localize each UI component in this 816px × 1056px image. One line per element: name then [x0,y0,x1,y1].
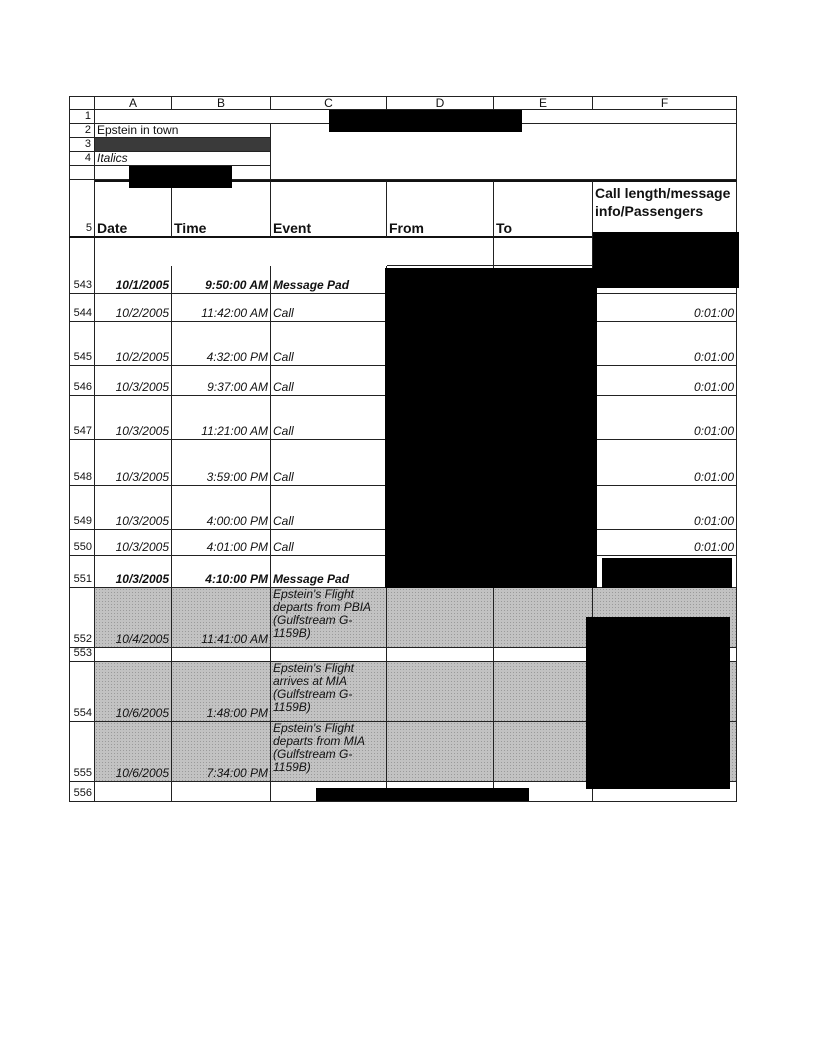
to-cell [494,662,593,722]
spacer-row-e [494,238,593,266]
header-event: Event [271,180,387,238]
time-cell: 4:10:00 PM [172,556,271,588]
row-number: 551 [69,556,95,588]
time-cell: 1:48:00 PM [172,662,271,722]
call-length-cell: 0:01:00 [593,322,737,366]
date-cell: 10/6/2005 [95,722,172,782]
column-header-c: C [271,96,387,110]
time-cell: 4:01:00 PM [172,530,271,556]
date-cell: 10/3/2005 [95,366,172,396]
call-length-cell: 0:01:00 [593,366,737,396]
event-cell: Epstein's Flight arrives at MIA (Gulfstream G-1159B) [271,662,387,722]
event-cell: Epstein's Flight departs from MIA (Gulfstream G-1159B) [271,722,387,782]
event-cell: Message Pad [271,556,387,588]
time-cell: 3:59:00 PM [172,440,271,486]
spreadsheet-printout [69,96,737,804]
event-cell: Call [271,322,387,366]
event-cell: Call [271,294,387,322]
row-number: 5 [69,180,95,238]
header-date: Date [95,180,172,238]
date-cell: 10/3/2005 [95,440,172,486]
time-cell: 11:21:00 AM [172,396,271,440]
time-cell: 11:42:00 AM [172,294,271,322]
row-number: 1 [69,110,95,124]
call-length-cell: 0:01:00 [593,530,737,556]
spacer-row [69,238,95,266]
time-cell: 4:32:00 PM [172,322,271,366]
time-cell: 9:37:00 AM [172,366,271,396]
row-number: 550 [69,530,95,556]
event-cell: Call [271,486,387,530]
date-cell [95,648,172,662]
date-cell: 10/1/2005 [95,266,172,294]
row-number: 547 [69,396,95,440]
time-cell: 11:41:00 AM [172,588,271,648]
row-number: 4 [69,152,95,166]
to-cell [494,722,593,782]
row-number: 2 [69,124,95,138]
column-header-f: F [593,96,737,110]
time-cell [172,648,271,662]
row-number: 552 [69,588,95,648]
date-cell: 10/3/2005 [95,530,172,556]
from-cell [387,648,494,662]
date-cell [95,782,172,802]
event-cell: Call [271,530,387,556]
event-cell: Call [271,396,387,440]
time-cell: 7:34:00 PM [172,722,271,782]
column-header-e: E [494,96,593,110]
date-cell: 10/2/2005 [95,294,172,322]
legend-notes-area [271,124,737,180]
redaction-block [329,110,522,132]
row-number: 555 [69,722,95,782]
redaction-block [129,166,232,188]
call-length-cell: 0:01:00 [593,396,737,440]
date-cell: 10/6/2005 [95,662,172,722]
call-length-cell: 0:01:00 [593,440,737,486]
to-cell [494,648,593,662]
legend-italics: Italics [95,152,271,166]
event-cell: Message Pad [271,266,387,294]
header-to: To [494,180,593,238]
corner-cell [69,96,95,110]
row-number: 543 [69,266,95,294]
column-header-d: D [387,96,494,110]
redaction-block [316,788,529,801]
header-time: Time [172,180,271,238]
call-length-cell: 0:01:00 [593,486,737,530]
header-from: From [387,180,494,238]
event-cell: Call [271,366,387,396]
row-number: 546 [69,366,95,396]
date-cell: 10/3/2005 [95,486,172,530]
from-cell [387,722,494,782]
header-call-info: Call length/message info/Passengers [593,180,737,238]
from-cell [387,588,494,648]
column-header-b: B [172,96,271,110]
redaction-block [385,268,597,588]
redaction-block [586,617,730,789]
time-cell: 4:00:00 PM [172,486,271,530]
date-cell: 10/3/2005 [95,556,172,588]
redaction-block [593,232,739,288]
legend-epstein-in-town: Epstein in town [95,124,271,138]
date-cell: 10/3/2005 [95,396,172,440]
date-cell: 10/4/2005 [95,588,172,648]
event-cell: Epstein's Flight departs from PBIA (Gulfstream G-1159B) [271,588,387,648]
from-cell [387,662,494,722]
to-cell [494,588,593,648]
row-number: 3 [69,138,95,152]
event-cell: Call [271,440,387,486]
row-number: 544 [69,294,95,322]
time-cell: 9:50:00 AM [172,266,271,294]
spacer-row [69,166,95,180]
spacer-row-d [387,238,494,266]
row-number: 553 [69,648,95,662]
legend-row3-cell [95,138,271,152]
row-number: 548 [69,440,95,486]
date-cell: 10/2/2005 [95,322,172,366]
call-length-cell: 0:01:00 [593,294,737,322]
row-number: 549 [69,486,95,530]
event-cell [271,648,387,662]
column-header-a: A [95,96,172,110]
redaction-block [602,558,732,588]
time-cell [172,782,271,802]
row-number: 545 [69,322,95,366]
row-number: 556 [69,782,95,802]
row-number: 554 [69,662,95,722]
